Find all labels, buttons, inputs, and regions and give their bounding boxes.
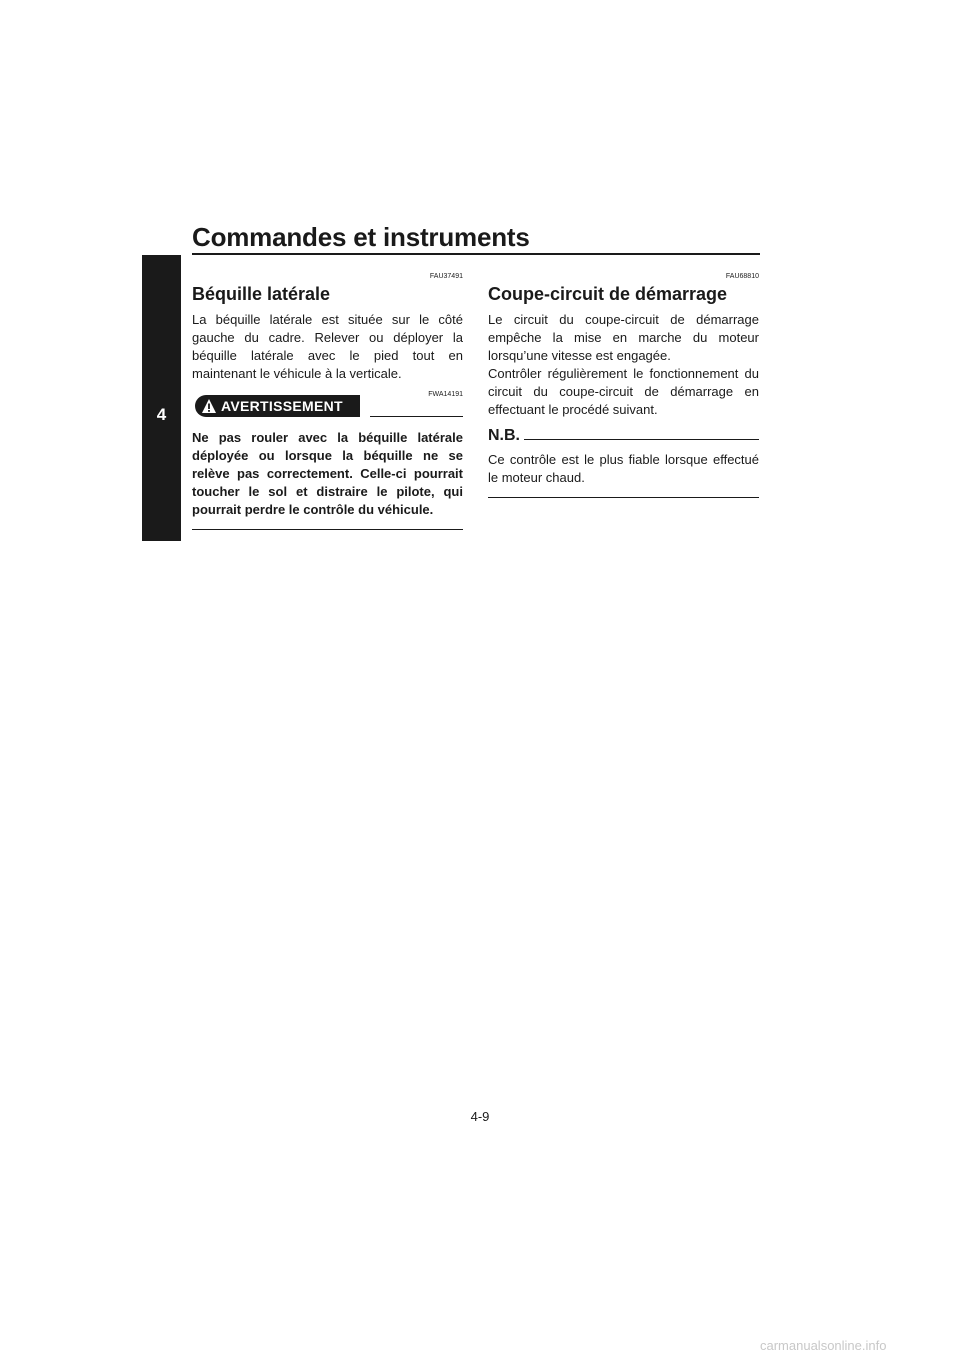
note-header	[488, 427, 759, 449]
page-header-title: Commandes et instruments	[192, 222, 530, 252]
warning-end-rule	[192, 529, 463, 530]
chapter-tab	[142, 255, 181, 541]
warning-rule	[370, 416, 463, 417]
warning-header	[192, 391, 463, 419]
page-number: 4-9	[470, 1109, 490, 1124]
right-column	[488, 272, 759, 498]
section-title: Béquille latérale	[192, 284, 331, 304]
section-code: FAU37491	[429, 273, 463, 280]
section-body: La béquille latérale est située sur le côté gauche du cadre. Relever ou déployer la béquille latérale avec le pied tout en maintenant le véhicule à la verticale.	[192, 312, 463, 381]
warning-code: FWA14191	[428, 391, 463, 398]
note-rule	[524, 439, 759, 440]
note-text: Ce contrôle est le plus fiable lorsque effectué le moteur chaud.	[488, 452, 759, 485]
warning-label: AVERTISSEMENT	[221, 398, 343, 414]
section-body: Contrôler régulièrement le fonctionnement du circuit du coupe-circuit de démarrage en effectuant le procédé suivant.	[488, 366, 759, 417]
watermark: carmanualsonline.info	[760, 1338, 887, 1353]
header-rule	[192, 253, 760, 255]
left-column	[192, 272, 463, 530]
note-end-rule	[488, 497, 759, 498]
warning-text: Ne pas rouler avec la béquille latérale déployée ou lorsque la béquille ne se relève pas correctement. Celle-ci pourrait toucher le sol et distraire le pilote, qui pourrait perdre le contrôle du véhicule.	[192, 430, 463, 517]
note-label: N.B.	[488, 427, 520, 444]
warning-badge	[195, 395, 360, 417]
section-title: Coupe-circuit de démarrage	[488, 284, 728, 304]
section-body: Le circuit du coupe-circuit de démarrage empêche la mise en marche du moteur lorsqu’une vitesse est engagée.	[488, 312, 759, 363]
section-code: FAU68810	[725, 273, 759, 280]
warning-triangle-icon	[201, 398, 217, 414]
chapter-tab-number: 4	[156, 405, 167, 424]
